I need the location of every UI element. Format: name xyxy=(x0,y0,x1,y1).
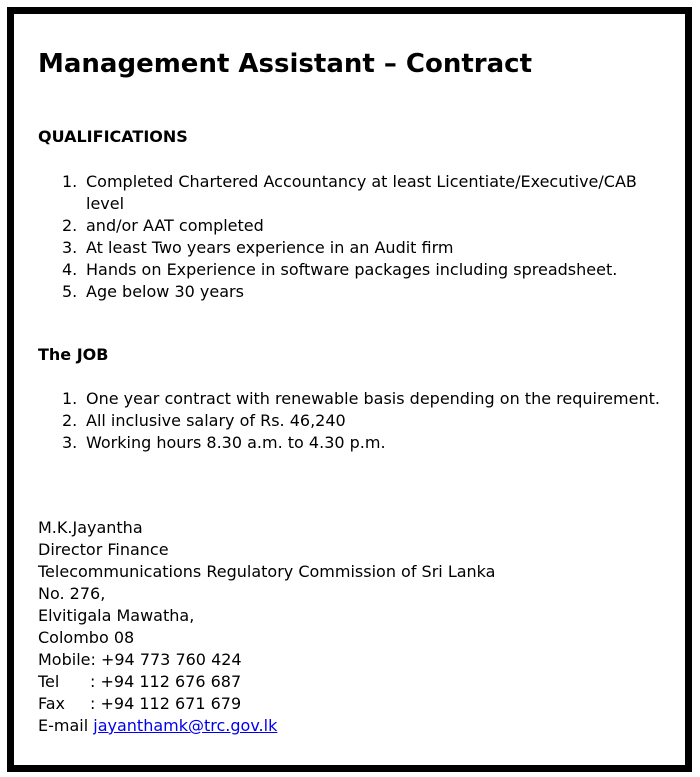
contact-address-line: No. 276, xyxy=(38,584,106,603)
contact-address-line: Elvitigala Mawatha, xyxy=(38,606,195,625)
list-item-text: and/or AAT completed xyxy=(86,216,264,235)
list-item-number: 1. xyxy=(62,172,78,191)
contact-tel xyxy=(38,671,495,693)
contact-fax-label: Fax xyxy=(38,694,66,713)
contact-position: Director Finance xyxy=(38,540,169,559)
contact-mobile: Mobile: +94 773 760 424 xyxy=(38,650,242,669)
list-item-text: Age below 30 years xyxy=(86,282,244,301)
list-item-number: 3. xyxy=(62,238,78,257)
list-item-text: At least Two years experience in an Audit firm xyxy=(86,238,454,257)
list-item xyxy=(38,259,668,281)
list-item-text: Working hours 8.30 a.m. to 4.30 p.m. xyxy=(86,433,386,452)
contact-organization: Telecommunications Regulatory Commission of Sri Lanka xyxy=(38,562,496,581)
list-item-number: 3. xyxy=(62,433,78,452)
qualifications-list xyxy=(38,171,668,303)
list-item xyxy=(38,410,668,432)
document-frame xyxy=(7,7,692,772)
contact-fax-value: : +94 112 671 679 xyxy=(90,694,242,713)
contact-email-label: E-mail xyxy=(38,716,89,735)
list-item-number: 2. xyxy=(62,216,78,235)
qualifications-heading: QUALIFICATIONS xyxy=(38,127,188,146)
list-item-text: Completed Chartered Accountancy at least Licentiate/Executive/CAB level xyxy=(86,172,637,213)
list-item-number: 1. xyxy=(62,389,78,408)
contact-block xyxy=(38,517,495,737)
job-heading: The JOB xyxy=(38,345,109,364)
list-item xyxy=(38,432,668,454)
list-item-number: 2. xyxy=(62,411,78,430)
list-item xyxy=(38,388,668,410)
page-title: Management Assistant – Contract xyxy=(38,49,532,79)
list-item xyxy=(38,215,668,237)
email-link[interactable]: jayanthamk@trc.gov.lk xyxy=(93,716,278,735)
contact-address-line: Colombo 08 xyxy=(38,628,135,647)
list-item xyxy=(38,281,668,303)
list-item-text: Hands on Experience in software packages including spreadsheet. xyxy=(86,260,618,279)
list-item-text: One year contract with renewable basis depending on the requirement. xyxy=(86,389,660,408)
job-list xyxy=(38,388,668,454)
list-item-text: All inclusive salary of Rs. 46,240 xyxy=(86,411,346,430)
contact-tel-label: Tel xyxy=(38,672,60,691)
list-item xyxy=(38,237,668,259)
contact-name: M.K.Jayantha xyxy=(38,518,143,537)
contact-email xyxy=(38,715,495,737)
contact-tel-value: : +94 112 676 687 xyxy=(90,672,242,691)
list-item xyxy=(38,171,668,215)
contact-fax xyxy=(38,693,495,715)
list-item-number: 5. xyxy=(62,282,78,301)
list-item-number: 4. xyxy=(62,260,78,279)
